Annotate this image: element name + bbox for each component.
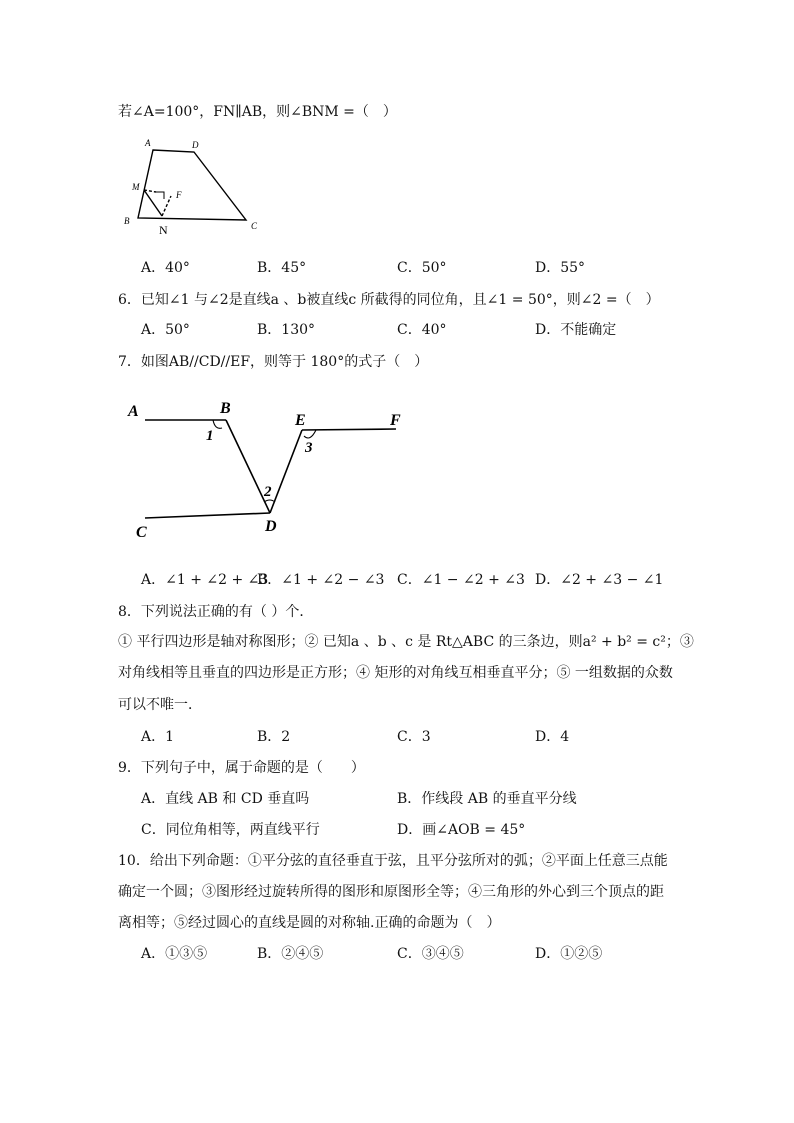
q8-statement-line-3: 可以不唯一． — [118, 697, 202, 713]
label-c: C — [136, 524, 147, 541]
q8-option-c[interactable]: C．3 — [397, 729, 431, 745]
label-b: B — [220, 400, 231, 417]
label-a: A — [145, 138, 151, 148]
q7-stem: 7．如图AB//CD//EF，则等于 180°的式子（ ） — [118, 354, 429, 370]
label-b: B — [124, 216, 130, 226]
q5-option-d[interactable]: D．55° — [535, 260, 586, 276]
q6-option-b[interactable]: B．130° — [257, 322, 316, 338]
angle-3-arc — [304, 430, 316, 438]
q6-option-d[interactable]: D．不能确定 — [535, 322, 617, 338]
q10-option-c[interactable]: C．③④⑤ — [397, 946, 464, 962]
q9-stem: 9．下列句子中，属于命题的是（ ） — [118, 760, 365, 776]
q10-option-d[interactable]: D．①②⑤ — [535, 946, 603, 962]
q10-stem-line-1: 10．给出下列命题：①平分弦的直径垂直于弦，且平分弦所对的弧；②平面上任意三点能 — [118, 853, 668, 869]
q9-option-a[interactable]: A．直线 AB 和 CD 垂直吗 — [141, 791, 310, 807]
q10-option-a[interactable]: A．①③⑤ — [141, 946, 208, 962]
line-cd — [145, 513, 270, 518]
q8-option-a[interactable]: A．1 — [141, 729, 175, 745]
label-a: A — [128, 403, 139, 420]
angle-1-arc — [213, 420, 222, 428]
q7-parallel-lines-figure — [120, 390, 420, 550]
q6-option-c[interactable]: C．40° — [397, 322, 447, 338]
label-f: F — [390, 412, 401, 429]
segment-de — [270, 430, 302, 513]
q8-statement-line-2: 对角线相等且垂直的四边形是正方形；④ 矩形的对角线互相垂直平分；⑤ 一组数据的众数 — [118, 665, 673, 681]
q5-option-a[interactable]: A．40° — [141, 260, 190, 276]
q7-option-d[interactable]: D．∠2 + ∠3 − ∠1 — [535, 572, 664, 588]
label-m: M — [132, 182, 140, 192]
trapezoid-abcd — [138, 150, 246, 220]
q7-option-a[interactable]: A．∠1 + ∠2 + ∠3 — [141, 572, 269, 588]
segment-nf-dashed — [162, 196, 171, 216]
q8-stem: 8．下列说法正确的有（ ）个． — [118, 604, 314, 620]
segment-mn — [144, 190, 162, 216]
label-angle-2: 2 — [264, 484, 272, 500]
q8-option-b[interactable]: B．2 — [257, 729, 291, 745]
label-angle-3: 3 — [305, 440, 313, 456]
q5-stem: 若∠A=100°，FN∥AB，则∠BNM =（ ） — [118, 104, 397, 120]
q10-stem-line-2: 确定一个圆；③图形经过旋转所得的图形和原图形全等；④三角形的外心到三个顶点的距 — [118, 884, 664, 900]
q5-option-b[interactable]: B．45° — [257, 260, 307, 276]
line-ef — [302, 429, 396, 430]
label-d: D — [192, 140, 199, 150]
q6-stem: 6．已知∠1 与∠2是直线a 、b被直线c 所截得的同位角，且∠1 = 50°，则∠2 =（ ） — [118, 292, 660, 308]
q8-option-d[interactable]: D．4 — [535, 729, 570, 745]
label-d: D — [265, 518, 277, 535]
q7-option-b[interactable]: B．∠1 + ∠2 − ∠3 — [257, 572, 385, 588]
q8-statement-line-1: ① 平行四边形是轴对称图形；② 已知a 、b 、c 是 Rt△ABC 的三条边，则a² + b² = c²；③ — [118, 634, 694, 650]
q9-option-d[interactable]: D．画∠AOB = 45° — [397, 822, 526, 838]
q10-option-b[interactable]: B．②④⑤ — [257, 946, 324, 962]
label-c: C — [251, 221, 258, 231]
q6-option-a[interactable]: A．50° — [141, 322, 190, 338]
q5-option-c[interactable]: C．50° — [397, 260, 447, 276]
angle-2-arc — [264, 500, 275, 502]
label-n: N — [159, 223, 168, 237]
label-e: E — [295, 412, 306, 429]
label-f: F — [176, 190, 182, 200]
q9-option-c[interactable]: C．同位角相等，两直线平行 — [141, 822, 320, 838]
label-angle-1: 1 — [206, 428, 214, 444]
q7-option-c[interactable]: C．∠1 − ∠2 + ∠3 — [397, 572, 525, 588]
q9-option-b[interactable]: B．作线段 AB 的垂直平分线 — [397, 791, 577, 807]
q5-trapezoid-figure — [118, 132, 268, 242]
right-angle-mark — [156, 192, 164, 199]
q10-stem-line-3: 离相等；⑤经过圆心的直线是圆的对称轴.正确的命题为（ ） — [118, 915, 501, 931]
